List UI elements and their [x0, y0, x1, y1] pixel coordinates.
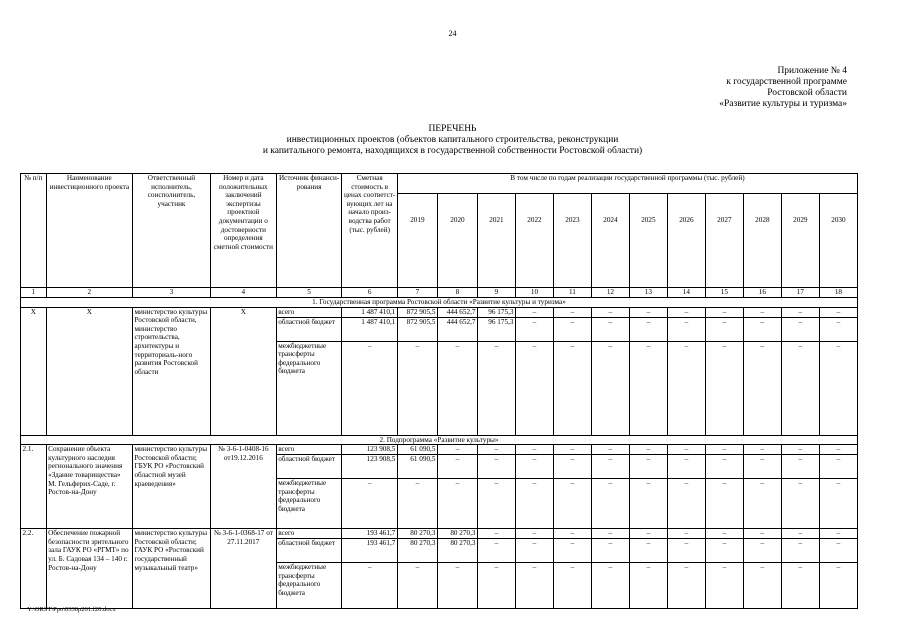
year-amount: 80 270,3: [437, 539, 477, 563]
year-amount: –: [705, 529, 743, 539]
year-amount: 872 905,5: [397, 307, 437, 317]
year-amount: –: [743, 341, 781, 435]
section-row: [21, 435, 858, 445]
estimated-cost: 123 908,5: [342, 445, 397, 455]
year-amount: –: [819, 563, 857, 609]
header-project-name: Наименование инвестиционного проекта: [46, 174, 132, 288]
header-num: № п/п: [21, 174, 47, 288]
header-year: 2024: [591, 194, 629, 288]
header-expertise-doc: Номер и дата положительных заключений экспертизы проектной документации о достоверности определения сметной стоимости: [210, 174, 276, 288]
year-amount: 80 270,3: [437, 529, 477, 539]
year-amount: –: [553, 539, 591, 563]
year-amount: –: [705, 455, 743, 479]
year-amount: –: [515, 539, 553, 563]
funding-source: межбюджетные трансферты федерального бюджета: [276, 479, 342, 529]
year-amount: –: [553, 445, 591, 455]
appendix-line: Ростовской области: [767, 88, 847, 98]
year-amount: –: [397, 341, 437, 435]
project-name: Х: [46, 307, 132, 435]
year-amount: –: [591, 455, 629, 479]
project-expertise-doc: Х: [210, 307, 276, 435]
year-amount: –: [629, 539, 667, 563]
header-year: 2025: [629, 194, 667, 288]
estimated-cost: 123 908,5: [342, 455, 397, 479]
funding-source: межбюджетные трансферты федерального бюджета: [276, 563, 342, 609]
file-path-footer: Y:\ORST\Ppo\0330p261.f20.docx: [27, 606, 116, 613]
project-responsible: министерство культуры Ростовской области; ГБУК РО «Ростовский областной музей краеведения»: [132, 445, 210, 529]
column-number: 16: [743, 288, 781, 298]
title-line: и капитального ремонта, находящихся в государственной собственности Ростовской области): [262, 146, 643, 156]
column-number: 18: [819, 288, 857, 298]
column-number: 14: [667, 288, 705, 298]
funding-source: областной бюджет: [276, 317, 342, 341]
year-amount: –: [781, 479, 819, 529]
funding-source: межбюджетные трансферты федерального бюджета: [276, 341, 342, 435]
year-amount: –: [477, 563, 515, 609]
header-year: 2027: [705, 194, 743, 288]
project-expertise-doc: № 3-6-1-0408-16 от19.12.2016: [210, 445, 276, 529]
column-number: 10: [515, 288, 553, 298]
header-estimated-cost: Сметная стоимость в ценах соответст-вующих лет на начало произ-водства работ (тыс. рублей): [342, 174, 397, 288]
year-amount: –: [705, 479, 743, 529]
header-year: 2022: [515, 194, 553, 288]
estimated-cost: 1 487 410,1: [342, 307, 397, 317]
header-year: 2026: [667, 194, 705, 288]
year-amount: –: [743, 455, 781, 479]
investment-projects-table: [20, 173, 858, 609]
year-amount: –: [743, 539, 781, 563]
project-responsible: министерство культуры Ростовской области, министерство строительства, архитектуры и территориаль-ного развития Ростовской области: [132, 307, 210, 435]
year-amount: –: [781, 341, 819, 435]
column-number: 15: [705, 288, 743, 298]
year-amount: –: [591, 563, 629, 609]
year-amount: –: [781, 529, 819, 539]
column-number: 3: [132, 288, 210, 298]
year-amount: –: [705, 563, 743, 609]
estimated-cost: –: [342, 341, 397, 435]
year-amount: –: [629, 307, 667, 317]
project-name: Обеспечение пожарной безопасности зрительного зала ГАУК РО «РГМТ» по ул. Б. Садовая 134 – 140 г. Ростов-на-Дону: [46, 529, 132, 609]
year-amount: –: [819, 455, 857, 479]
year-amount: –: [819, 307, 857, 317]
year-amount: –: [515, 479, 553, 529]
column-number: 6: [342, 288, 397, 298]
year-amount: –: [819, 479, 857, 529]
year-amount: 80 270,3: [397, 529, 437, 539]
year-amount: –: [515, 563, 553, 609]
year-amount: –: [667, 341, 705, 435]
year-amount: –: [819, 341, 857, 435]
year-amount: –: [397, 563, 437, 609]
year-amount: –: [553, 455, 591, 479]
year-amount: –: [629, 455, 667, 479]
year-amount: –: [477, 455, 515, 479]
document-title: [0, 124, 905, 157]
year-amount: –: [781, 455, 819, 479]
year-amount: 80 270,3: [397, 539, 437, 563]
year-amount: –: [515, 341, 553, 435]
year-amount: –: [553, 317, 591, 341]
estimated-cost: 193 461,7: [342, 529, 397, 539]
year-amount: –: [781, 445, 819, 455]
appendix-line: Приложение № 4: [777, 66, 847, 76]
funding-source: всего: [276, 529, 342, 539]
year-amount: –: [629, 341, 667, 435]
year-amount: –: [629, 529, 667, 539]
year-amount: –: [591, 529, 629, 539]
column-number: 2: [46, 288, 132, 298]
year-amount: –: [437, 455, 477, 479]
header-year: 2021: [477, 194, 515, 288]
column-number: 9: [477, 288, 515, 298]
year-amount: –: [477, 539, 515, 563]
year-amount: –: [819, 539, 857, 563]
year-amount: –: [591, 539, 629, 563]
year-amount: –: [667, 317, 705, 341]
year-amount: 444 652,7: [437, 307, 477, 317]
year-amount: –: [743, 479, 781, 529]
project-responsible: министерство культуры Ростовской области; ГАУК РО «Ростовский государственный музыкальный театр»: [132, 529, 210, 609]
year-amount: –: [437, 341, 477, 435]
year-amount: –: [743, 307, 781, 317]
year-amount: –: [629, 479, 667, 529]
year-amount: –: [819, 445, 857, 455]
year-amount: –: [667, 479, 705, 529]
column-number: 12: [591, 288, 629, 298]
year-amount: –: [437, 563, 477, 609]
section-row: [21, 298, 858, 308]
year-amount: 872 905,5: [397, 317, 437, 341]
column-number: 7: [397, 288, 437, 298]
year-amount: –: [397, 479, 437, 529]
year-amount: –: [705, 317, 743, 341]
header-year: 2020: [437, 194, 477, 288]
year-amount: –: [781, 307, 819, 317]
title-line: инвестиционных проектов (объектов капитального строительства, реконструкции: [286, 135, 619, 145]
column-number: 5: [276, 288, 342, 298]
header-years-group: В том числе по годам реализации государственной программы (тыс. рублей): [397, 174, 857, 194]
year-amount: 61 090,5: [397, 445, 437, 455]
estimated-cost: –: [342, 563, 397, 609]
year-amount: –: [515, 307, 553, 317]
project-row: [21, 529, 858, 539]
header-responsible: Ответственный исполнитель, соисполнитель, участник: [132, 174, 210, 288]
column-number: 4: [210, 288, 276, 298]
year-amount: –: [477, 479, 515, 529]
page-number: 24: [448, 29, 457, 38]
column-number: 17: [781, 288, 819, 298]
year-amount: –: [553, 307, 591, 317]
year-amount: –: [477, 529, 515, 539]
section-title: 2. Подпрограмма «Развитие культуры»: [21, 435, 858, 445]
year-amount: –: [553, 563, 591, 609]
year-amount: –: [705, 341, 743, 435]
year-amount: –: [667, 307, 705, 317]
funding-source: областной бюджет: [276, 539, 342, 563]
year-amount: –: [743, 529, 781, 539]
year-amount: –: [629, 563, 667, 609]
year-amount: –: [667, 529, 705, 539]
appendix-block: [719, 66, 847, 110]
project-number: 2.1.: [21, 445, 47, 529]
funding-source: областной бюджет: [276, 455, 342, 479]
column-number: 1: [21, 288, 47, 298]
header-funding-source: Источник финанси-рования: [276, 174, 342, 288]
year-amount: –: [667, 455, 705, 479]
year-amount: –: [781, 539, 819, 563]
year-amount: –: [743, 563, 781, 609]
header-year: 2023: [553, 194, 591, 288]
year-amount: 96 175,3: [477, 317, 515, 341]
year-amount: –: [591, 317, 629, 341]
year-amount: –: [515, 455, 553, 479]
header-year: 2028: [743, 194, 781, 288]
year-amount: –: [477, 445, 515, 455]
year-amount: 96 175,3: [477, 307, 515, 317]
year-amount: –: [667, 563, 705, 609]
project-expertise-doc: № 3-6-1-0368-17 от 27.11.2017: [210, 529, 276, 609]
project-number: 2.2.: [21, 529, 47, 609]
year-amount: –: [705, 539, 743, 563]
appendix-line: «Развитие культуры и туризма»: [719, 99, 847, 109]
project-row: [21, 307, 858, 317]
year-amount: –: [591, 341, 629, 435]
year-amount: –: [743, 445, 781, 455]
year-amount: –: [553, 529, 591, 539]
year-amount: –: [819, 317, 857, 341]
appendix-line: к государственной программе: [726, 77, 847, 87]
project-number: Х: [21, 307, 47, 435]
year-amount: –: [629, 317, 667, 341]
year-amount: –: [591, 479, 629, 529]
year-amount: –: [743, 317, 781, 341]
estimated-cost: 1 487 410,1: [342, 317, 397, 341]
header-year: 2019: [397, 194, 437, 288]
year-amount: 61 090,5: [397, 455, 437, 479]
column-number: 8: [437, 288, 477, 298]
year-amount: –: [515, 529, 553, 539]
project-row: [21, 445, 858, 455]
year-amount: –: [781, 563, 819, 609]
year-amount: –: [591, 307, 629, 317]
year-amount: –: [629, 445, 667, 455]
funding-source: всего: [276, 307, 342, 317]
year-amount: 444 652,7: [437, 317, 477, 341]
year-amount: –: [553, 479, 591, 529]
year-amount: –: [437, 479, 477, 529]
year-amount: –: [705, 445, 743, 455]
year-amount: –: [591, 445, 629, 455]
year-amount: –: [781, 317, 819, 341]
title-line: ПЕРЕЧЕНЬ: [428, 124, 477, 134]
year-amount: –: [515, 317, 553, 341]
funding-source: всего: [276, 445, 342, 455]
year-amount: –: [515, 445, 553, 455]
year-amount: –: [437, 445, 477, 455]
column-numbers-row: [21, 288, 858, 298]
year-amount: –: [667, 539, 705, 563]
estimated-cost: –: [342, 479, 397, 529]
year-amount: –: [705, 307, 743, 317]
year-amount: –: [553, 341, 591, 435]
column-number: 13: [629, 288, 667, 298]
column-number: 11: [553, 288, 591, 298]
project-name: Сохранение объекта культурного наследия регионального значения «Здание товарищества» М. Гельферих-Саде, г. Ростов-на-Дону: [46, 445, 132, 529]
section-title: 1. Государственная программа Ростовской области «Развитие культуры и туризма»: [21, 298, 858, 308]
year-amount: –: [477, 341, 515, 435]
year-amount: –: [819, 529, 857, 539]
estimated-cost: 193 461,7: [342, 539, 397, 563]
header-year: 2030: [819, 194, 857, 288]
header-year: 2029: [781, 194, 819, 288]
year-amount: –: [667, 445, 705, 455]
